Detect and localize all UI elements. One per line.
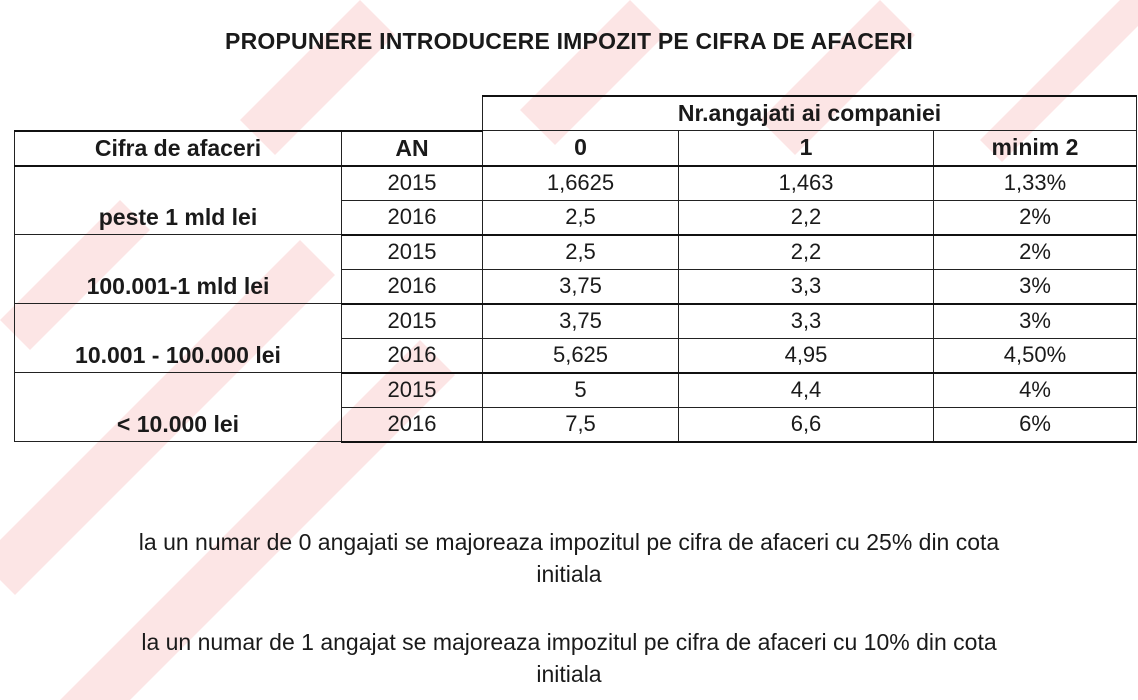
employees-group-header: Nr.angajati ai companiei (483, 96, 1137, 131)
rate-cell-1: 4,4 (679, 373, 934, 408)
year-cell: 2015 (342, 235, 483, 270)
table-row (15, 304, 1137, 339)
rate-cell-1: 2,2 (679, 200, 934, 235)
note-line: initiala (536, 561, 602, 587)
rate-cell-1: 3,3 (679, 304, 934, 339)
year-cell: 2016 (342, 269, 483, 304)
turnover-category: 100.001-1 mld lei (15, 235, 342, 304)
rate-cell-1: 1,463 (679, 166, 934, 201)
rate-cell-0: 2,5 (483, 235, 679, 270)
year-cell: 2015 (342, 166, 483, 201)
rate-cell-1: 2,2 (679, 235, 934, 270)
rate-cell-min2: 2% (934, 235, 1137, 270)
rate-cell-min2: 6% (934, 407, 1137, 442)
header-employees-min2: minim 2 (934, 131, 1137, 166)
header-employees-1: 1 (679, 131, 934, 166)
note-one-employee (0, 626, 1138, 690)
rate-cell-1: 6,6 (679, 407, 934, 442)
rate-cell-0: 3,75 (483, 304, 679, 339)
rate-cell-min2: 3% (934, 269, 1137, 304)
turnover-category: peste 1 mld lei (15, 166, 342, 235)
rate-cell-0: 5 (483, 373, 679, 408)
year-cell: 2015 (342, 304, 483, 339)
year-cell: 2015 (342, 373, 483, 408)
year-cell: 2016 (342, 338, 483, 373)
note-line: initiala (536, 661, 602, 687)
rate-cell-0: 2,5 (483, 200, 679, 235)
rate-cell-min2: 4,50% (934, 338, 1137, 373)
rate-cell-min2: 2% (934, 200, 1137, 235)
year-cell: 2016 (342, 407, 483, 442)
table-row (15, 166, 1137, 201)
rate-cell-0: 7,5 (483, 407, 679, 442)
rate-cell-0: 3,75 (483, 269, 679, 304)
rate-cell-min2: 3% (934, 304, 1137, 339)
note-line: la un numar de 0 angajati se majoreaza impozitul pe cifra de afaceri cu 25% din cota (138, 529, 1000, 555)
turnover-category: 10.001 - 100.000 lei (15, 304, 342, 373)
header-turnover: Cifra de afaceri (15, 131, 342, 166)
table-row (15, 235, 1137, 270)
rate-cell-min2: 4% (934, 373, 1137, 408)
rate-cell-1: 4,95 (679, 338, 934, 373)
note-line: la un numar de 1 angajat se majoreaza impozitul pe cifra de afaceri cu 10% din cota (141, 629, 997, 655)
document-title: PROPUNERE INTRODUCERE IMPOZIT PE CIFRA DE AFACERI (225, 28, 913, 54)
rate-cell-0: 1,6625 (483, 166, 679, 201)
year-cell: 2016 (342, 200, 483, 235)
tax-rate-table (14, 95, 1137, 443)
table-row (15, 373, 1137, 408)
rate-cell-0: 5,625 (483, 338, 679, 373)
rate-cell-min2: 1,33% (934, 166, 1137, 201)
header-year: AN (342, 131, 483, 166)
note-zero-employees (0, 526, 1138, 590)
table-corner-blank (15, 96, 483, 131)
rate-cell-1: 3,3 (679, 269, 934, 304)
turnover-category: < 10.000 lei (15, 373, 342, 442)
table-group-header-row (15, 96, 1137, 131)
table-header-row (15, 131, 1137, 166)
header-employees-0: 0 (483, 131, 679, 166)
